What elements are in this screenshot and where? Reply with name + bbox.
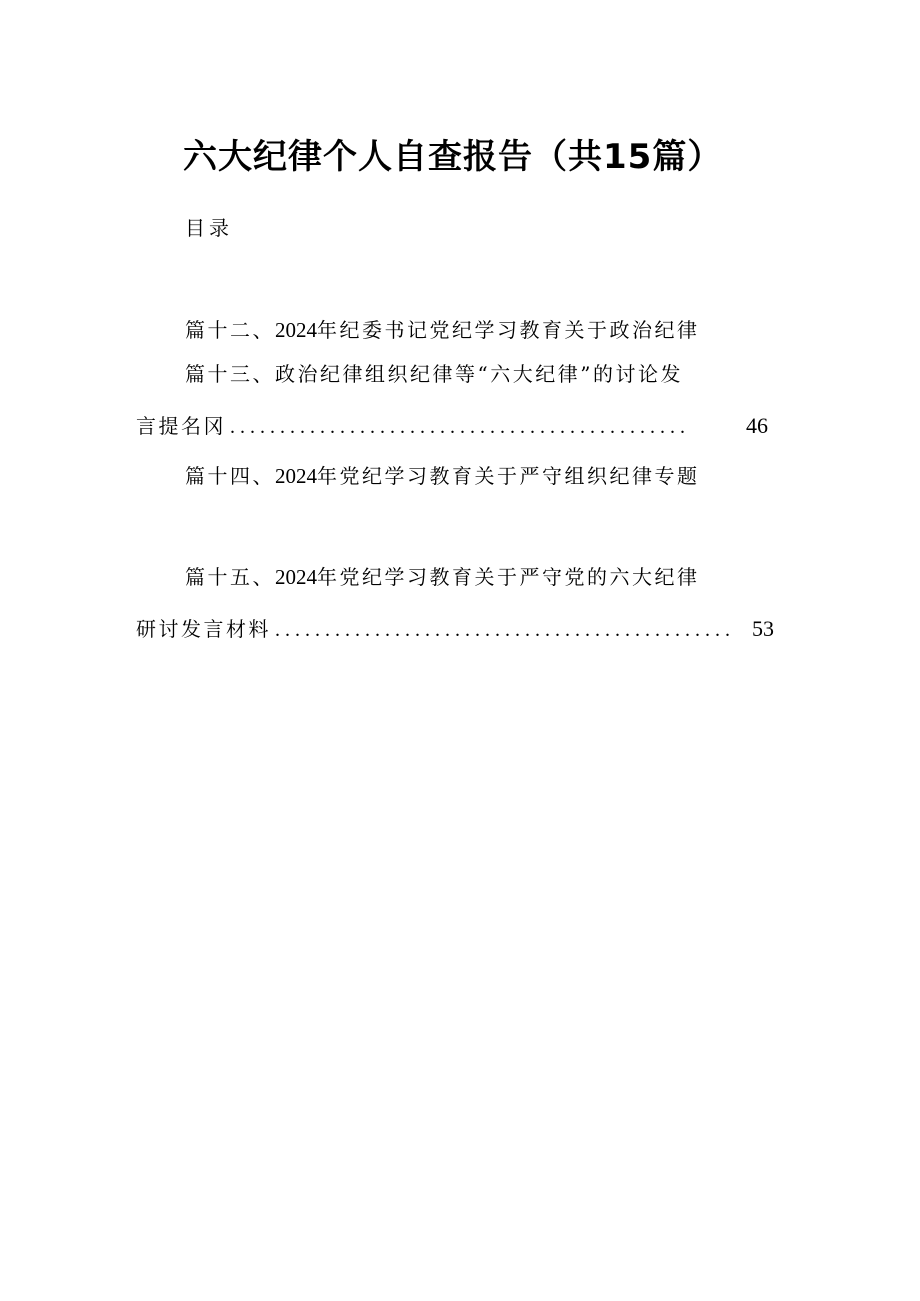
toc-entry-12-year: 2024 [275, 318, 317, 342]
toc-entry-12-prefix: 篇十二、 [185, 318, 275, 342]
toc-entry-15-page: 53 [752, 616, 774, 641]
toc-entry-14-year: 2024 [275, 464, 317, 488]
toc-entry-13-page: 46 [746, 413, 768, 438]
toc-entry-14-prefix: 篇十四、 [185, 464, 275, 488]
toc-entry-15-line2[interactable] [136, 618, 774, 640]
toc-entry-13-line1[interactable]: 篇十三、政治纪律组织纪律等“六大纪律”的讨论发 [185, 362, 683, 386]
toc-entry-15-text: 年党纪学习教育关于严守党的六大纪律 [317, 565, 700, 589]
toc-entry-13-text: 言提名冈 [136, 414, 226, 438]
toc-entry-15-year: 2024 [275, 565, 317, 589]
toc-entry-12-text: 年纪委书记党纪学习教育关于政治纪律 [317, 318, 700, 342]
toc-entry-13-leader: .............................................. [230, 417, 690, 437]
toc-entry-15-prefix: 篇十五、 [185, 565, 275, 589]
toc-entry-12[interactable] [185, 320, 700, 341]
toc-heading: 目录 [185, 216, 233, 240]
toc-entry-13-line2[interactable] [136, 415, 768, 437]
toc-entry-15-leader: .............................................. [275, 620, 735, 640]
toc-entry-14-text: 年党纪学习教育关于严守组织纪律专题 [317, 464, 700, 488]
toc-entry-14[interactable] [185, 466, 700, 487]
toc-entry-15-line1[interactable] [185, 567, 700, 588]
document-title: 六大纪律个人自查报告（共15篇） [183, 137, 723, 177]
toc-entry-15-text2: 研讨发言材料 [136, 617, 271, 641]
